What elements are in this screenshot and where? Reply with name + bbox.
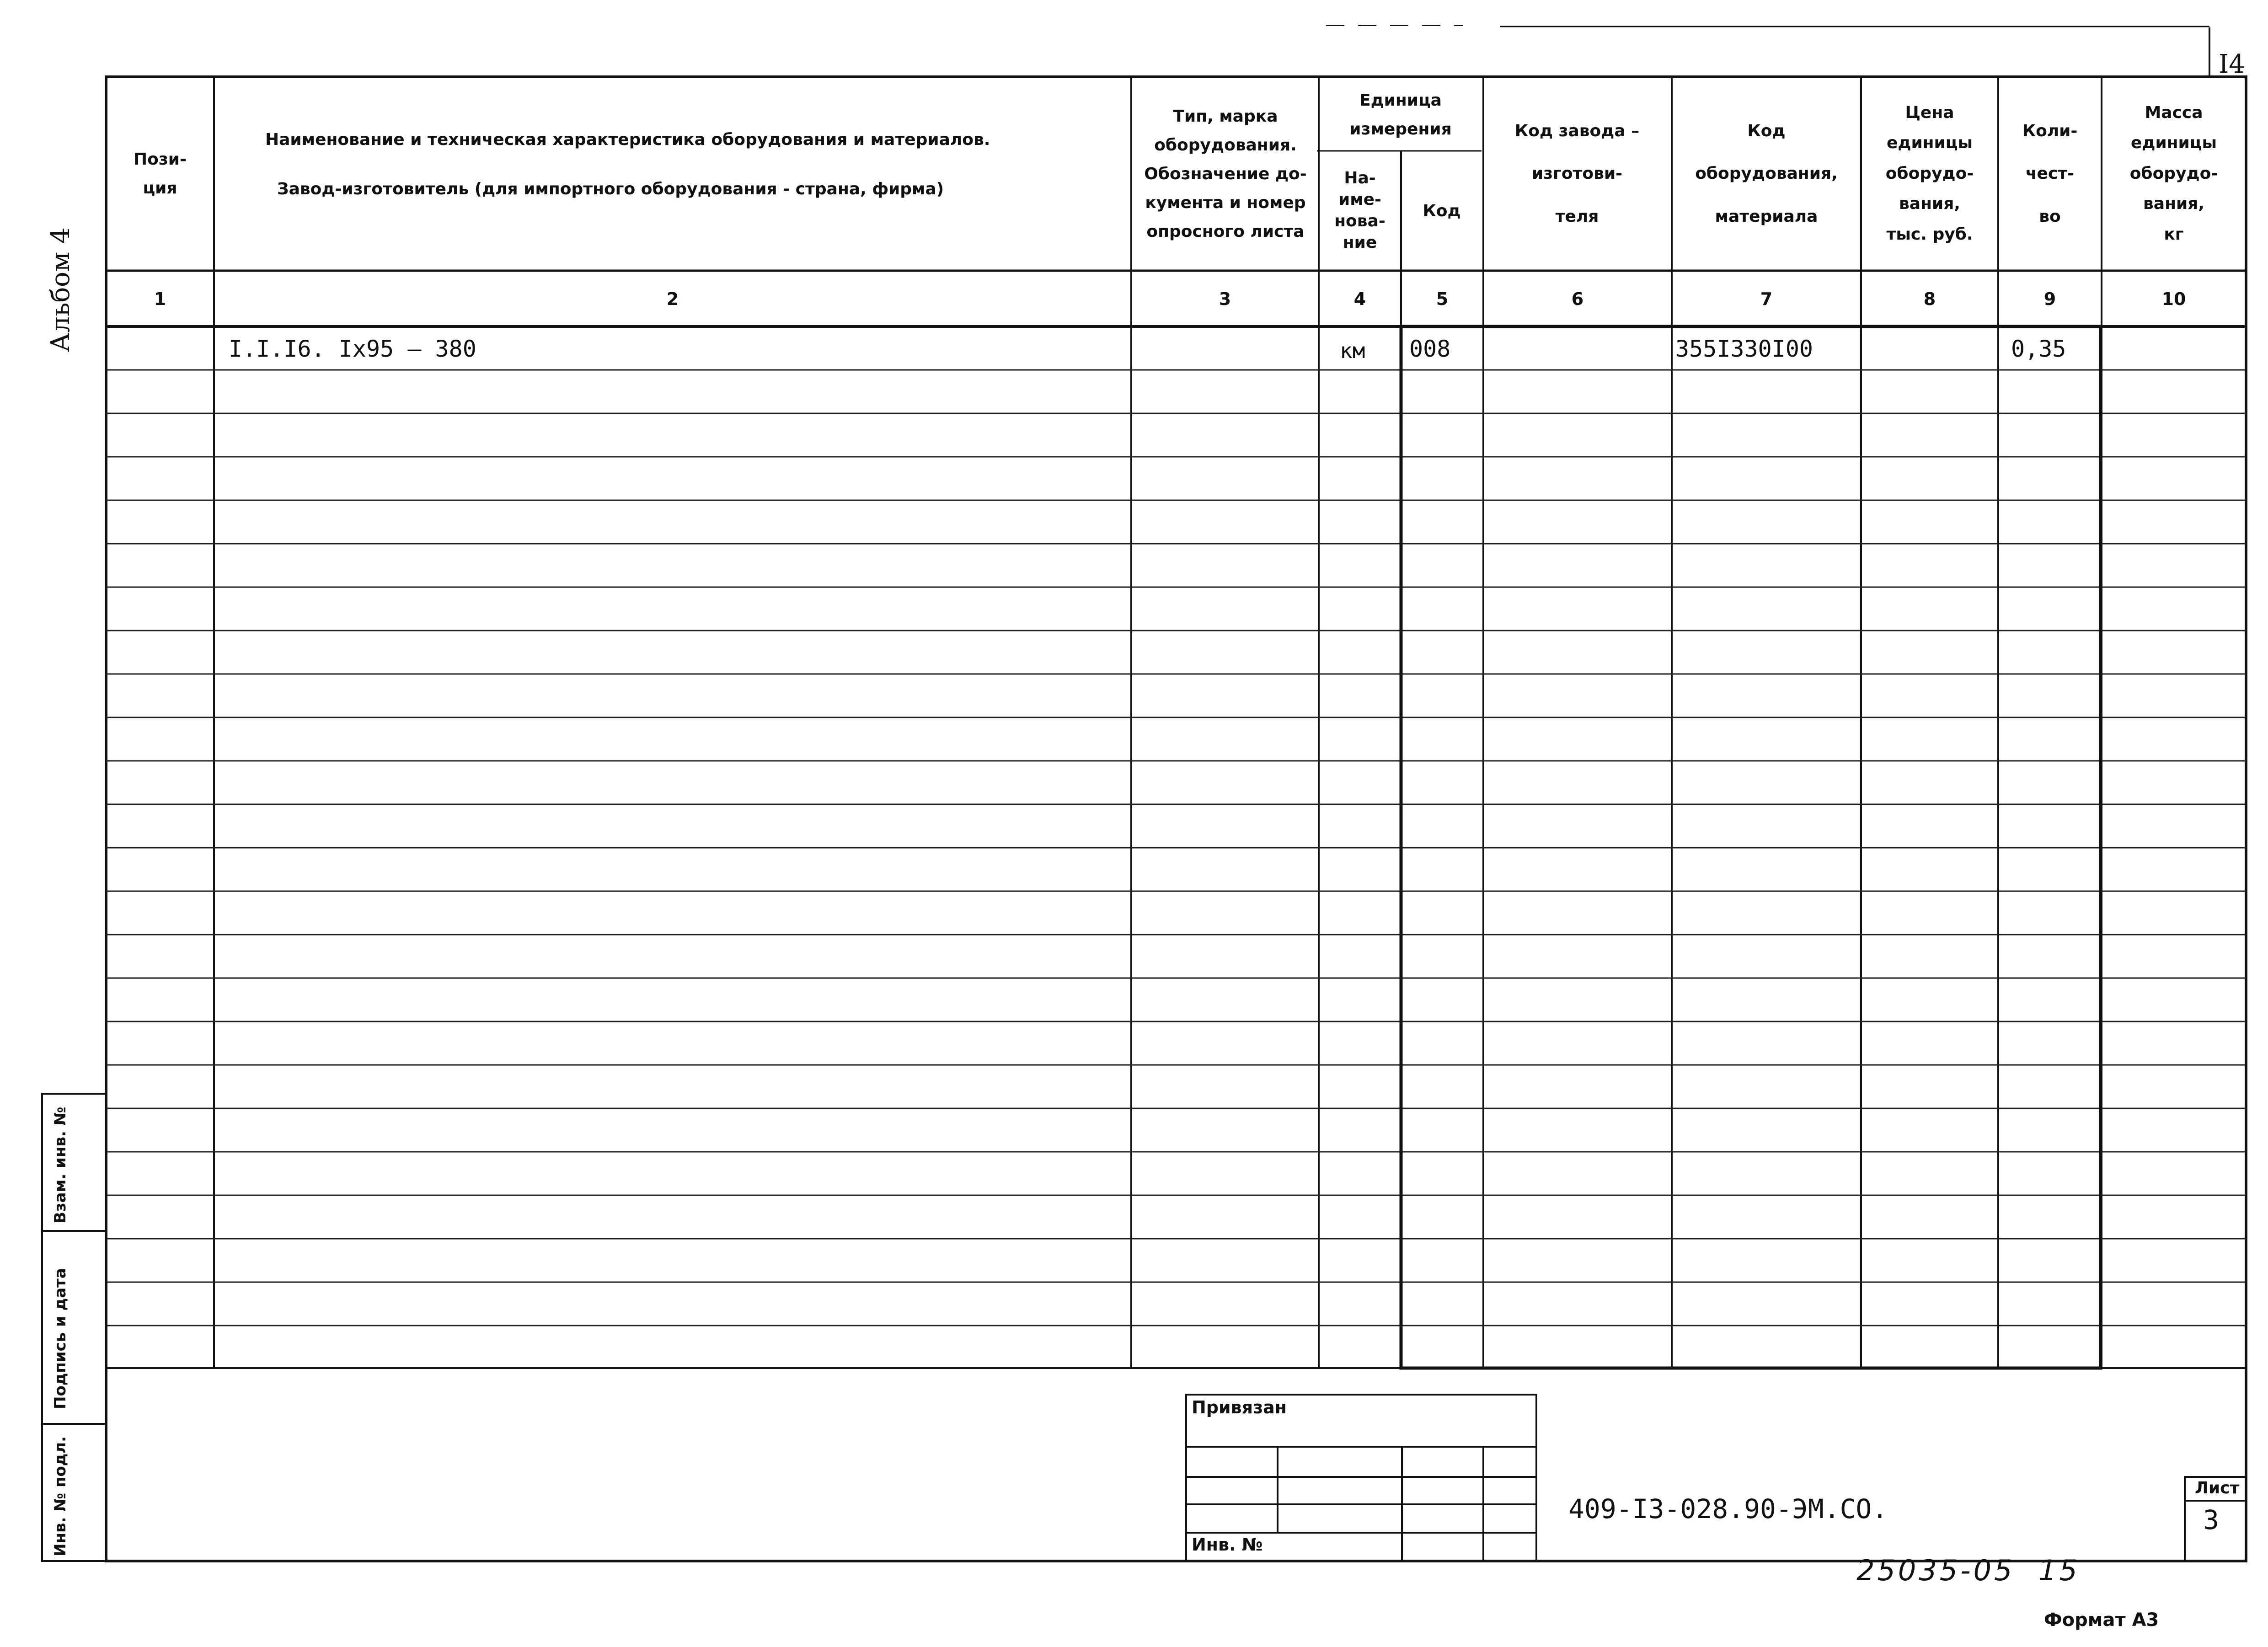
header-plant-code: Код завода – изготови- теля <box>1514 121 1640 226</box>
column-number: 5 <box>1436 289 1449 309</box>
row-equipment-code: 355I330I00 <box>1675 336 1813 362</box>
format-label: Формат А3 <box>2044 1610 2159 1631</box>
document-code: 409-I3-028.90-ЭМ.СО. <box>1568 1493 1888 1524</box>
column-number: 3 <box>1219 289 1231 309</box>
header-equipment-code: Код оборудования, материала <box>1695 121 1838 226</box>
header-name-line1: Наименование и техническая характеристика оборудования и материалов. <box>265 130 990 149</box>
bottom-stamp: 25035-05 15 <box>1856 1554 2080 1587</box>
header-quantity: Коли- чест- во <box>2022 121 2078 226</box>
header-mass: Масса единицы оборудо- вания, кг <box>2129 103 2218 244</box>
sheet-number: 3 <box>2203 1504 2219 1535</box>
column-number: 2 <box>666 289 679 309</box>
title-bound: Привязан <box>1192 1397 1287 1417</box>
row-name: I.I.I6. Iх95 – 380 <box>229 336 476 362</box>
album-label: Альбом 4 <box>46 227 75 352</box>
stamp-sign-date: Подпись и дата <box>51 1268 70 1409</box>
column-number: 1 <box>154 289 166 309</box>
column-number: 10 <box>2161 289 2186 309</box>
row-unit-code: 008 <box>1409 336 1451 362</box>
header-unit-name: На- име- нова- ние <box>1334 169 1385 252</box>
sheet-label: Лист <box>2195 1479 2240 1497</box>
header-price: Цена единицы оборудо- вания, тыс. руб. <box>1885 103 1974 244</box>
title-inv: Инв. № <box>1192 1535 1263 1555</box>
column-number: 9 <box>2043 289 2056 309</box>
row-unit-name: км <box>1340 338 1365 363</box>
column-number: 7 <box>1760 289 1773 309</box>
header-unit-group: Единица измерения <box>1349 91 1452 139</box>
stamp-ref-inv: Взам. инв. № <box>51 1107 70 1224</box>
header-name-line2: Завод-изготовитель (для импортного оборудования - страна, фирма) <box>277 179 944 198</box>
sheet-corner-number: I4 <box>2219 49 2245 79</box>
header-type: Тип, марка оборудования. Обозначение до- кумента и номер опросного листа <box>1144 107 1307 241</box>
stamp-orig-inv: Инв. № подл. <box>51 1436 70 1556</box>
column-number: 6 <box>1571 289 1584 309</box>
column-number: 4 <box>1353 289 1366 309</box>
row-quantity: 0,35 <box>2011 336 2066 362</box>
header-unit-code: Код <box>1423 201 1461 220</box>
column-number: 8 <box>1923 289 1936 309</box>
header-position: Пози- ция <box>134 150 187 198</box>
